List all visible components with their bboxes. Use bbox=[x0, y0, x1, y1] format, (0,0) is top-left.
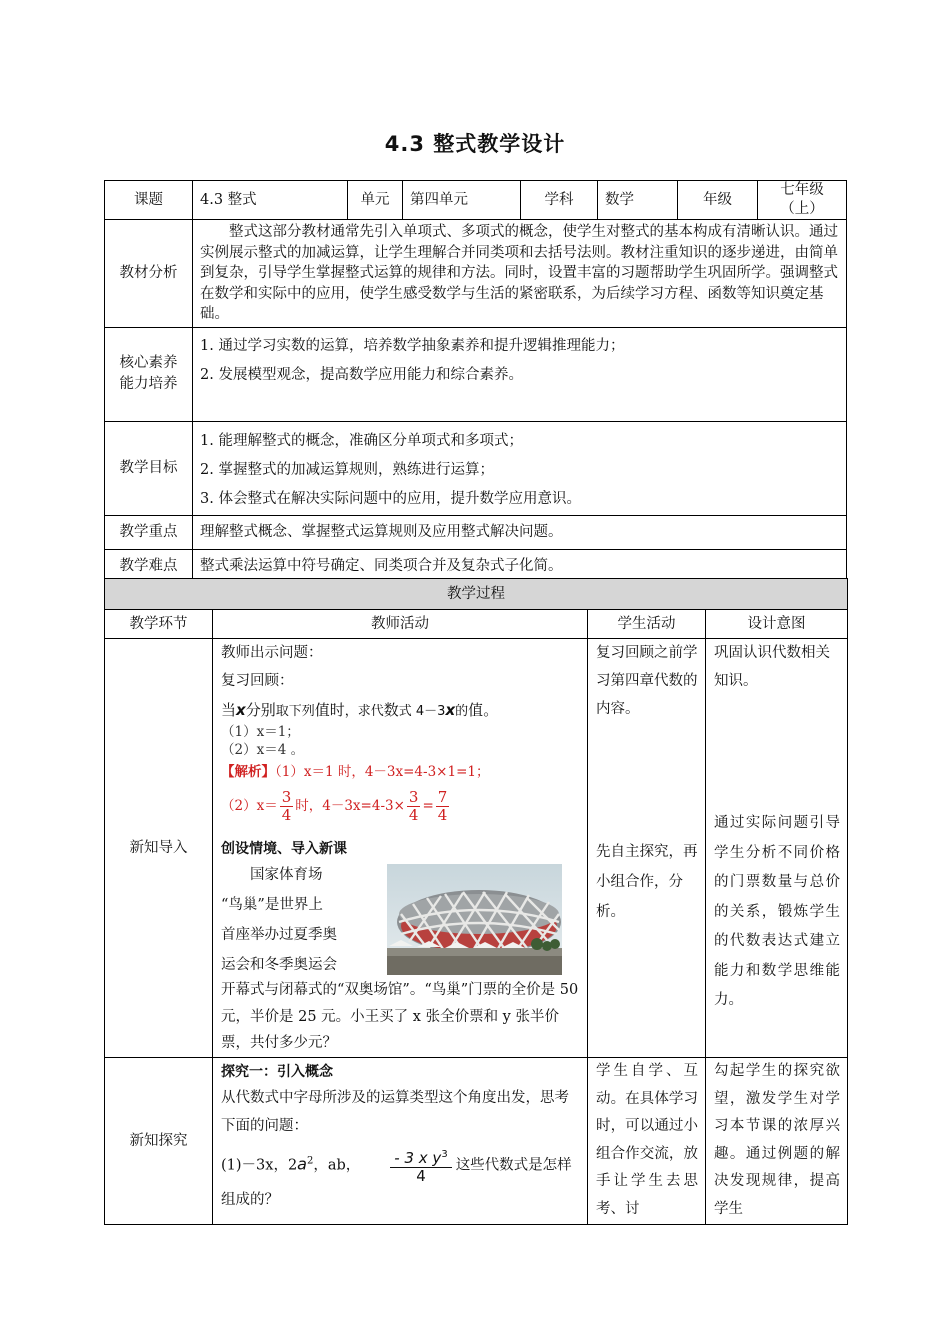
core-item: 1. 通过学习实数的运算，培养数学抽象素养和提升逻辑推理能力； bbox=[200, 337, 625, 354]
subject-label: 学科 bbox=[521, 181, 598, 220]
story-line: “鸟巢”是世界上 bbox=[221, 897, 323, 913]
expr-var: a bbox=[297, 1154, 307, 1174]
intro-stage: 新知导入 bbox=[105, 639, 213, 1058]
q-part: 当 bbox=[221, 701, 237, 719]
q-part: 数 bbox=[383, 701, 399, 719]
col-student: 学生活动 bbox=[588, 610, 706, 639]
explore-student: 学生自学、互动。在具体学习时，可以通过小组合作交流，放手让学生去思考、讨 bbox=[596, 1063, 698, 1217]
difficulty-text: 整式乘法运算中符号确定、同类项合并及复杂式子化简。 bbox=[193, 549, 847, 583]
explore-text-1: 从代数式中字母所涉及的运算类型这个角度出发，思考下面的问题： bbox=[221, 1090, 569, 1134]
intro-heading: 创设情境、导入新课 bbox=[221, 841, 347, 857]
goals-item: 2. 掌握整式的加减运算规则，熟练进行运算； bbox=[200, 461, 494, 478]
intro-student-1: 复习回顾之前学习第四章代数的内容。 bbox=[596, 645, 698, 717]
core-cell bbox=[193, 327, 847, 421]
fraction-den: 4 bbox=[416, 1167, 426, 1185]
intro-i2: （2）x＝4 。 bbox=[221, 742, 305, 758]
q-part: 值时 bbox=[314, 701, 345, 719]
q-var: x bbox=[236, 701, 246, 719]
analysis-label: 教材分析 bbox=[105, 220, 193, 328]
goals-cell bbox=[193, 421, 847, 515]
grade-value: 七年级（上） bbox=[758, 181, 847, 220]
intro-design-cell bbox=[706, 639, 848, 1058]
fraction-num: - 3 x y bbox=[394, 1149, 442, 1167]
col-stage: 教学环节 bbox=[105, 610, 213, 639]
solution-text: 时，4－3x=4-3× bbox=[295, 798, 405, 814]
course-value: 4.3 整式 bbox=[193, 181, 348, 220]
intro-t2: 复习回顾： bbox=[221, 673, 294, 689]
q-part: 值 bbox=[468, 701, 484, 719]
explore-heading: 探究一：引入概念 bbox=[221, 1064, 333, 1080]
explore-stage: 新知探究 bbox=[105, 1058, 213, 1225]
fraction-num: 3 bbox=[408, 788, 419, 806]
process-title: 教学过程 bbox=[105, 579, 848, 610]
birds-nest-photo bbox=[387, 864, 562, 975]
key-label: 教学重点 bbox=[105, 515, 193, 549]
col-teacher: 教师活动 bbox=[213, 610, 588, 639]
intro-student-2: 先自主探究，再小组合作，分析。 bbox=[596, 844, 698, 920]
intro-design-2: 通过实际问题引导学生分析不同价格的门票数量与总价的关系，锻炼学生的代数表达式建立能力和数学思维能力。 bbox=[714, 815, 840, 1008]
q-part: 式 4－3 bbox=[398, 704, 446, 719]
fraction-num: 3 bbox=[281, 788, 292, 806]
intro-student-cell bbox=[588, 639, 706, 1058]
unit-label: 单元 bbox=[348, 181, 403, 220]
grade-label: 年级 bbox=[678, 181, 758, 220]
explore-design: 勾起学生的探究欲望，激发学生对学习本节课的浓厚兴趣。通过例题的解决发现规律，提高学生 bbox=[714, 1063, 840, 1217]
process-table bbox=[104, 578, 848, 1225]
solution-line-2 bbox=[221, 789, 451, 824]
info-table bbox=[104, 180, 847, 584]
solution-text: = bbox=[422, 798, 434, 814]
q-part: 的 bbox=[455, 704, 469, 719]
intro-i1: （1）x＝1； bbox=[221, 724, 300, 740]
intro-teacher-cell bbox=[213, 639, 588, 1058]
explore-text-3: 组成的？ bbox=[221, 1192, 279, 1208]
q-var: x bbox=[445, 701, 456, 719]
birds-nest-image bbox=[387, 864, 562, 975]
subject-value: 数学 bbox=[598, 181, 678, 220]
fraction bbox=[436, 789, 450, 824]
fraction-den: 4 bbox=[281, 806, 292, 824]
fraction-den: 4 bbox=[408, 806, 419, 824]
solution-line-1 bbox=[221, 762, 489, 782]
goals-item: 1. 能理解整式的概念，准确区分单项式和多项式； bbox=[200, 432, 523, 449]
goals-label: 教学目标 bbox=[105, 421, 193, 515]
key-text: 理解整式概念、掌握整式运算规则及应用整式解决问题。 bbox=[193, 515, 847, 549]
col-design: 设计意图 bbox=[706, 610, 848, 639]
intro-story-left bbox=[221, 860, 386, 980]
goals-item: 3. 体会整式在解决实际问题中的应用，提升数学应用意识。 bbox=[200, 490, 581, 507]
explore-design-cell bbox=[706, 1058, 848, 1225]
intro-question bbox=[221, 697, 498, 725]
solution-text: （2）x＝ bbox=[221, 798, 278, 814]
unit-value: 第四单元 bbox=[403, 181, 521, 220]
expr-text: ，ab， bbox=[313, 1157, 361, 1174]
core-item: 2. 发展模型观念，提高数学应用能力和综合素养。 bbox=[200, 366, 523, 383]
fraction bbox=[280, 789, 294, 824]
difficulty-label: 教学难点 bbox=[105, 549, 193, 583]
intro-design-1: 巩固认识代数相关知识。 bbox=[714, 645, 830, 689]
solution-text: （1）x＝1 时，4－3x=4-3×1=1； bbox=[275, 764, 490, 780]
core-label: 核心素养能力培养 bbox=[105, 327, 193, 421]
expr-text: 这些代数式是怎样 bbox=[455, 1157, 572, 1174]
story-line: 运会和冬季奥运会 bbox=[221, 957, 337, 973]
solution-label: 【解析】 bbox=[221, 764, 275, 780]
course-label: 课题 bbox=[105, 181, 193, 220]
story-line: 国家体育场 bbox=[250, 867, 323, 883]
expr-fraction bbox=[390, 1146, 451, 1185]
expr-exp: 2 bbox=[306, 1155, 314, 1167]
intro-t1: 教师出示问题： bbox=[221, 645, 323, 661]
expr-text: (1)－3x，2 bbox=[221, 1157, 298, 1174]
story-line: 首座举办过夏季奥 bbox=[221, 927, 337, 943]
fraction-num: 7 bbox=[437, 788, 448, 806]
page-title: 4.3 整式教学设计 bbox=[384, 132, 566, 156]
q-part: ，求代 bbox=[344, 704, 384, 719]
explore-question bbox=[221, 1146, 586, 1185]
explore-student-cell bbox=[588, 1058, 706, 1225]
q-part: 分别 bbox=[245, 701, 276, 719]
explore-teacher-cell bbox=[213, 1058, 588, 1225]
intro-story-rest: 开幕式与闭幕式的“双奥场馆”。“鸟巢”门票的全价是 50 元，半价是 25 元。小王买了 x 张全价票和 y 张半价票，共付多少元？ bbox=[221, 982, 579, 1051]
fraction-den: 4 bbox=[437, 806, 448, 824]
q-part: 。 bbox=[483, 701, 499, 719]
analysis-text: 整式这部分教材通常先引入单项式、多项式的概念，使学生对整式的基本构成有清晰认识。通过实例展示整式的加减运算，让学生理解合并同类项和去括号法则。教材注重知识的逐步递进，由简单到复杂，引导学生掌握整式运算的规律和方法。同时，设置丰富的习题帮助学生巩固所学。强调整式在数学和实际中的应用，使学生感受数学与生活的紧密联系，为后续学习方程、函数等知识奠定基础。 bbox=[193, 220, 847, 328]
fraction bbox=[407, 789, 421, 824]
fraction-exp: 3 bbox=[441, 1149, 448, 1160]
q-part: 取下列 bbox=[275, 704, 315, 719]
